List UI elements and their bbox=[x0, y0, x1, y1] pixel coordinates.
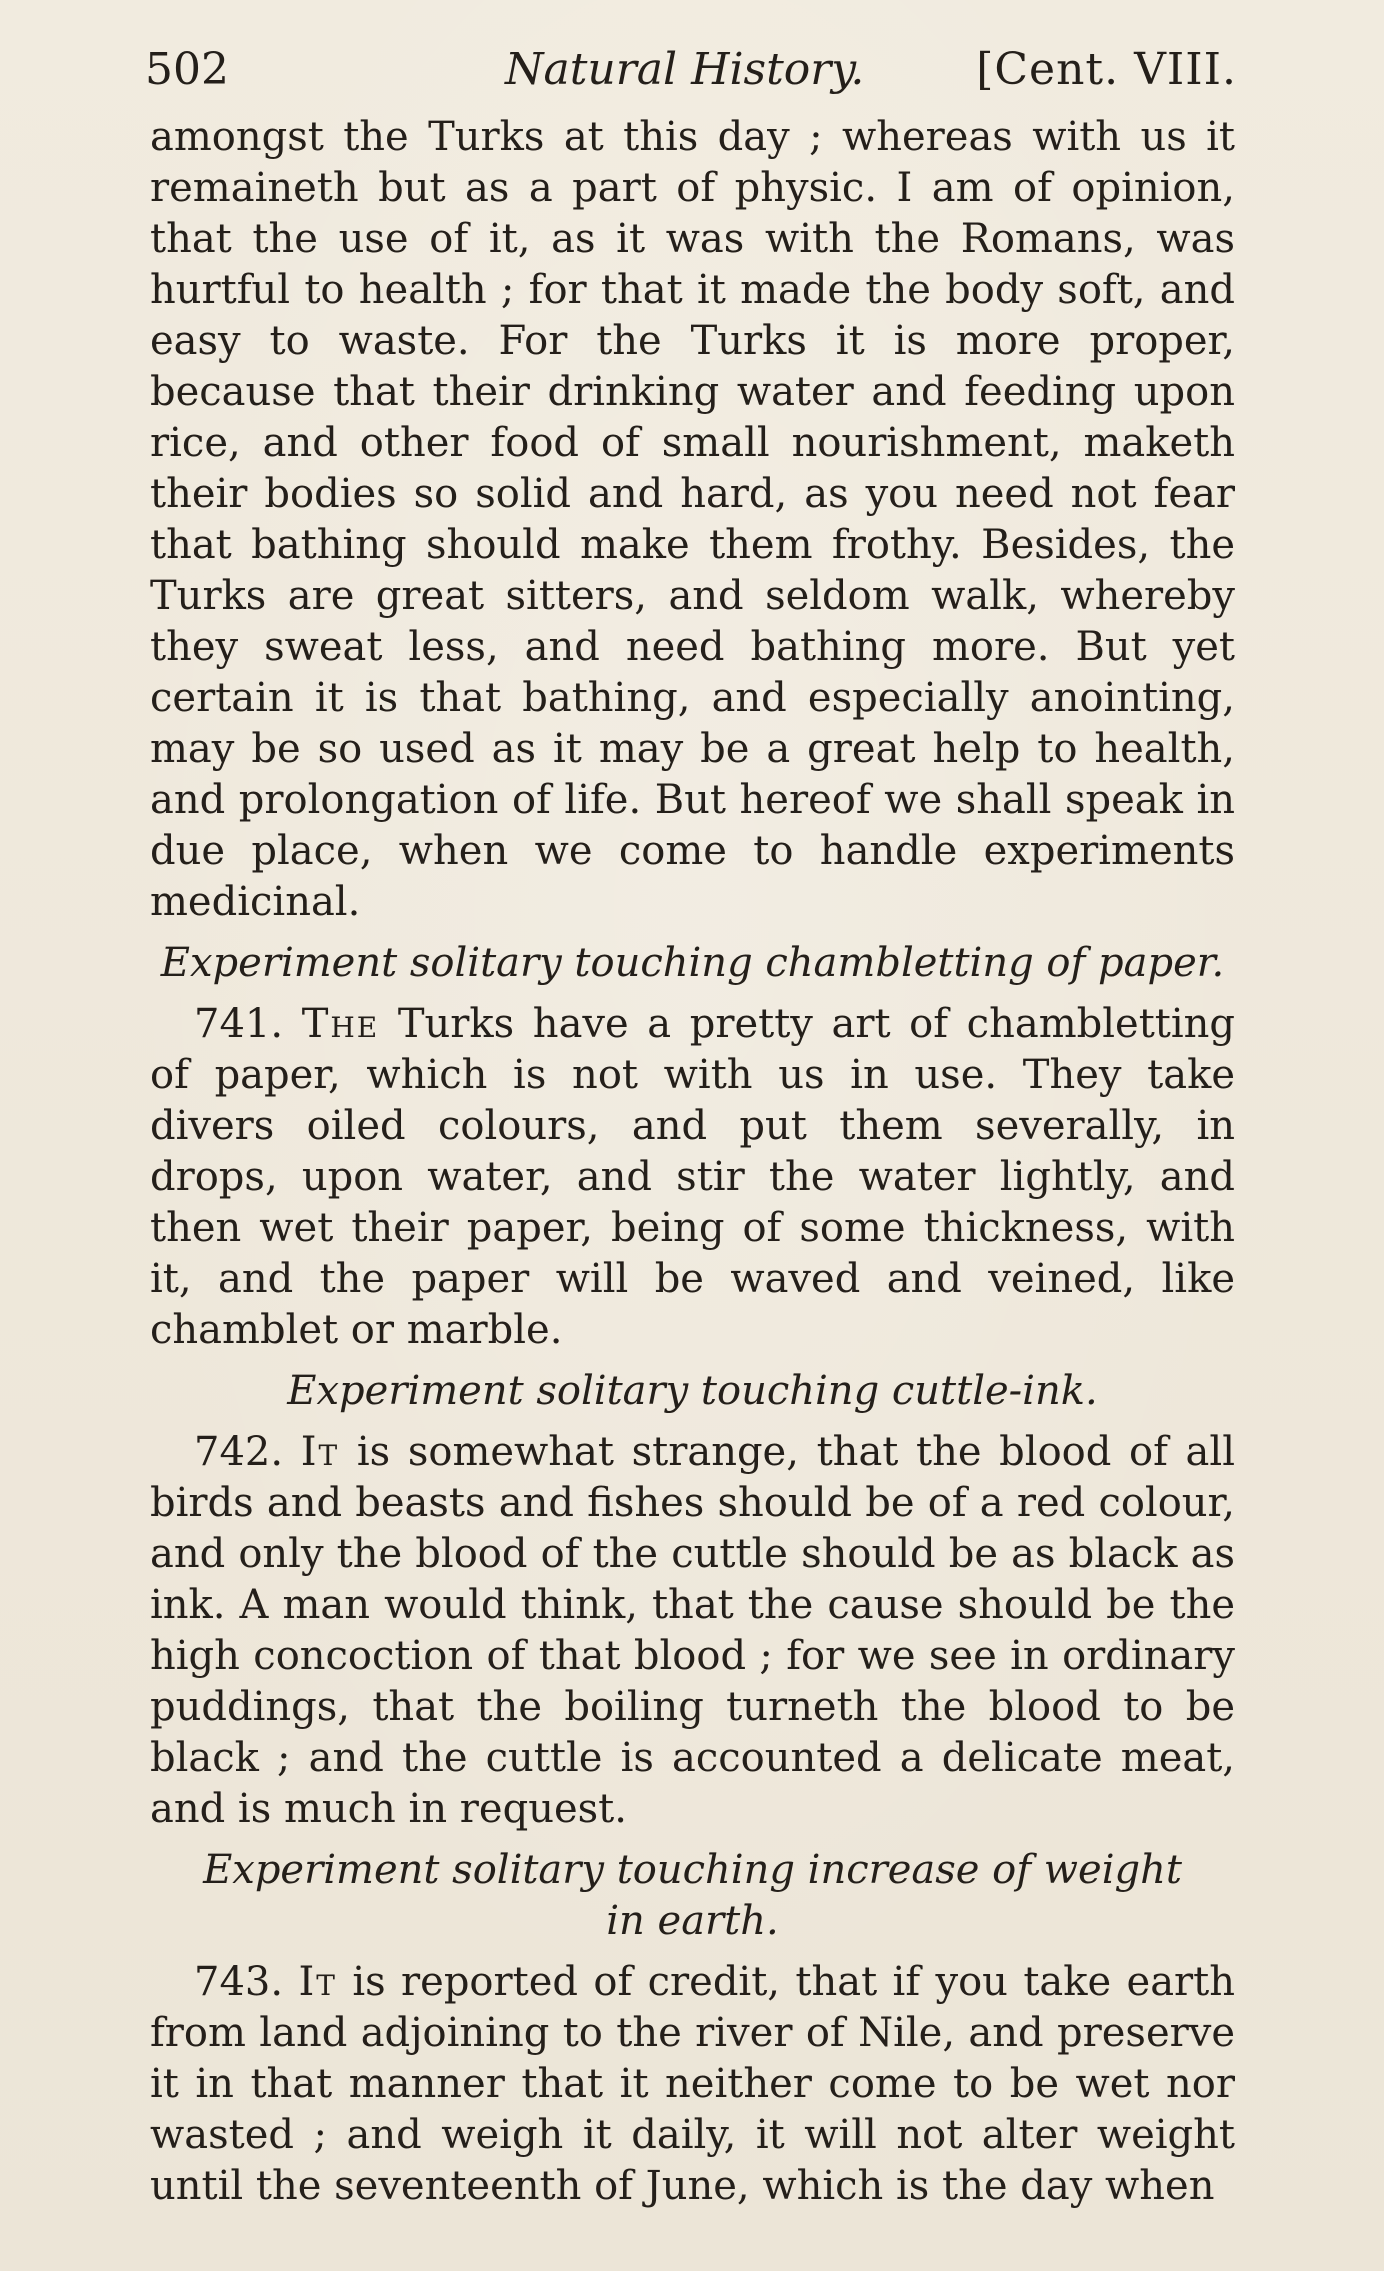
paragraph-741 bbox=[150, 999, 1235, 1356]
paragraph-lead-word: The bbox=[301, 1001, 380, 1047]
paragraph-742 bbox=[150, 1427, 1235, 1835]
paragraph-number: 741. bbox=[194, 1001, 284, 1047]
subheading-line: Experiment solitary touching increase of weight bbox=[203, 1847, 1182, 1893]
paragraph-text: Turks have a pretty art of chambletting of paper, which is not with us in use. They take divers oiled colours, and put them severally, in drops, upon water, and stir the water lightly, and then wet their paper, being of some thickness, with it, and the paper will be waved and veined, like chamblet or marble. bbox=[150, 1001, 1235, 1353]
subheading-weight-in-earth bbox=[150, 1845, 1235, 1947]
paragraph-number: 743. bbox=[194, 1959, 284, 2005]
paragraph-743 bbox=[150, 1957, 1235, 2212]
subheading-line: in earth. bbox=[606, 1898, 779, 1944]
section-reference: [Cent. VIII. bbox=[976, 44, 1237, 95]
subheading-cuttle-ink: Experiment solitary touching cuttle-ink. bbox=[287, 1368, 1098, 1414]
subheading-chambletting: Experiment solitary touching chambletting of paper. bbox=[160, 940, 1225, 986]
paragraph-lead-word: It bbox=[298, 1959, 337, 2005]
paragraph-text: is somewhat strange, that the blood of all birds and beasts and fishes should be of a red colour, and only the blood of the cuttle should be as black as ink. A man would think, that the cause should be the high concoction of that blood ; for we see in ordinary puddings, that the boiling turneth the blood to be black ; and the cuttle is accounted a delicate meat, and is much in request. bbox=[150, 1429, 1235, 1832]
page-number: 502 bbox=[145, 44, 229, 95]
body-text bbox=[150, 112, 1235, 2212]
paragraph-continuation: amongst the Turks at this day ; whereas with us it remaineth but as a part of physic. I am of opinion, that the use of it, as it was with the Romans, was hurtful to health ; for that it made the body soft, and easy to waste. For the Turks it is more proper, because that their drinking water and feeding upon rice, and other food of small nourishment, maketh their bodies so solid and hard, as you need not fear that bathing should make them frothy. Besides, the Turks are great sitters, and seldom walk, whereby they sweat less, and need bathing more. But yet certain it is that bathing, and especially anointing, may be so used as it may be a great help to health, and prolongation of life. But hereof we shall speak in due place, when we come to handle experiments medicinal. bbox=[150, 114, 1235, 925]
paragraph-text: is reported of credit, that if you take earth from land adjoining to the river of Nile, and preserve it in that manner that it neither come to be wet nor wasted ; and weigh it daily, it will not alter weight until the seventeenth of June, which is the day when bbox=[150, 1959, 1236, 2209]
page-header bbox=[145, 40, 1237, 100]
running-title: Natural History. bbox=[505, 44, 865, 95]
paragraph-number: 742. bbox=[194, 1429, 284, 1475]
paragraph-lead-word: It bbox=[300, 1429, 340, 1475]
